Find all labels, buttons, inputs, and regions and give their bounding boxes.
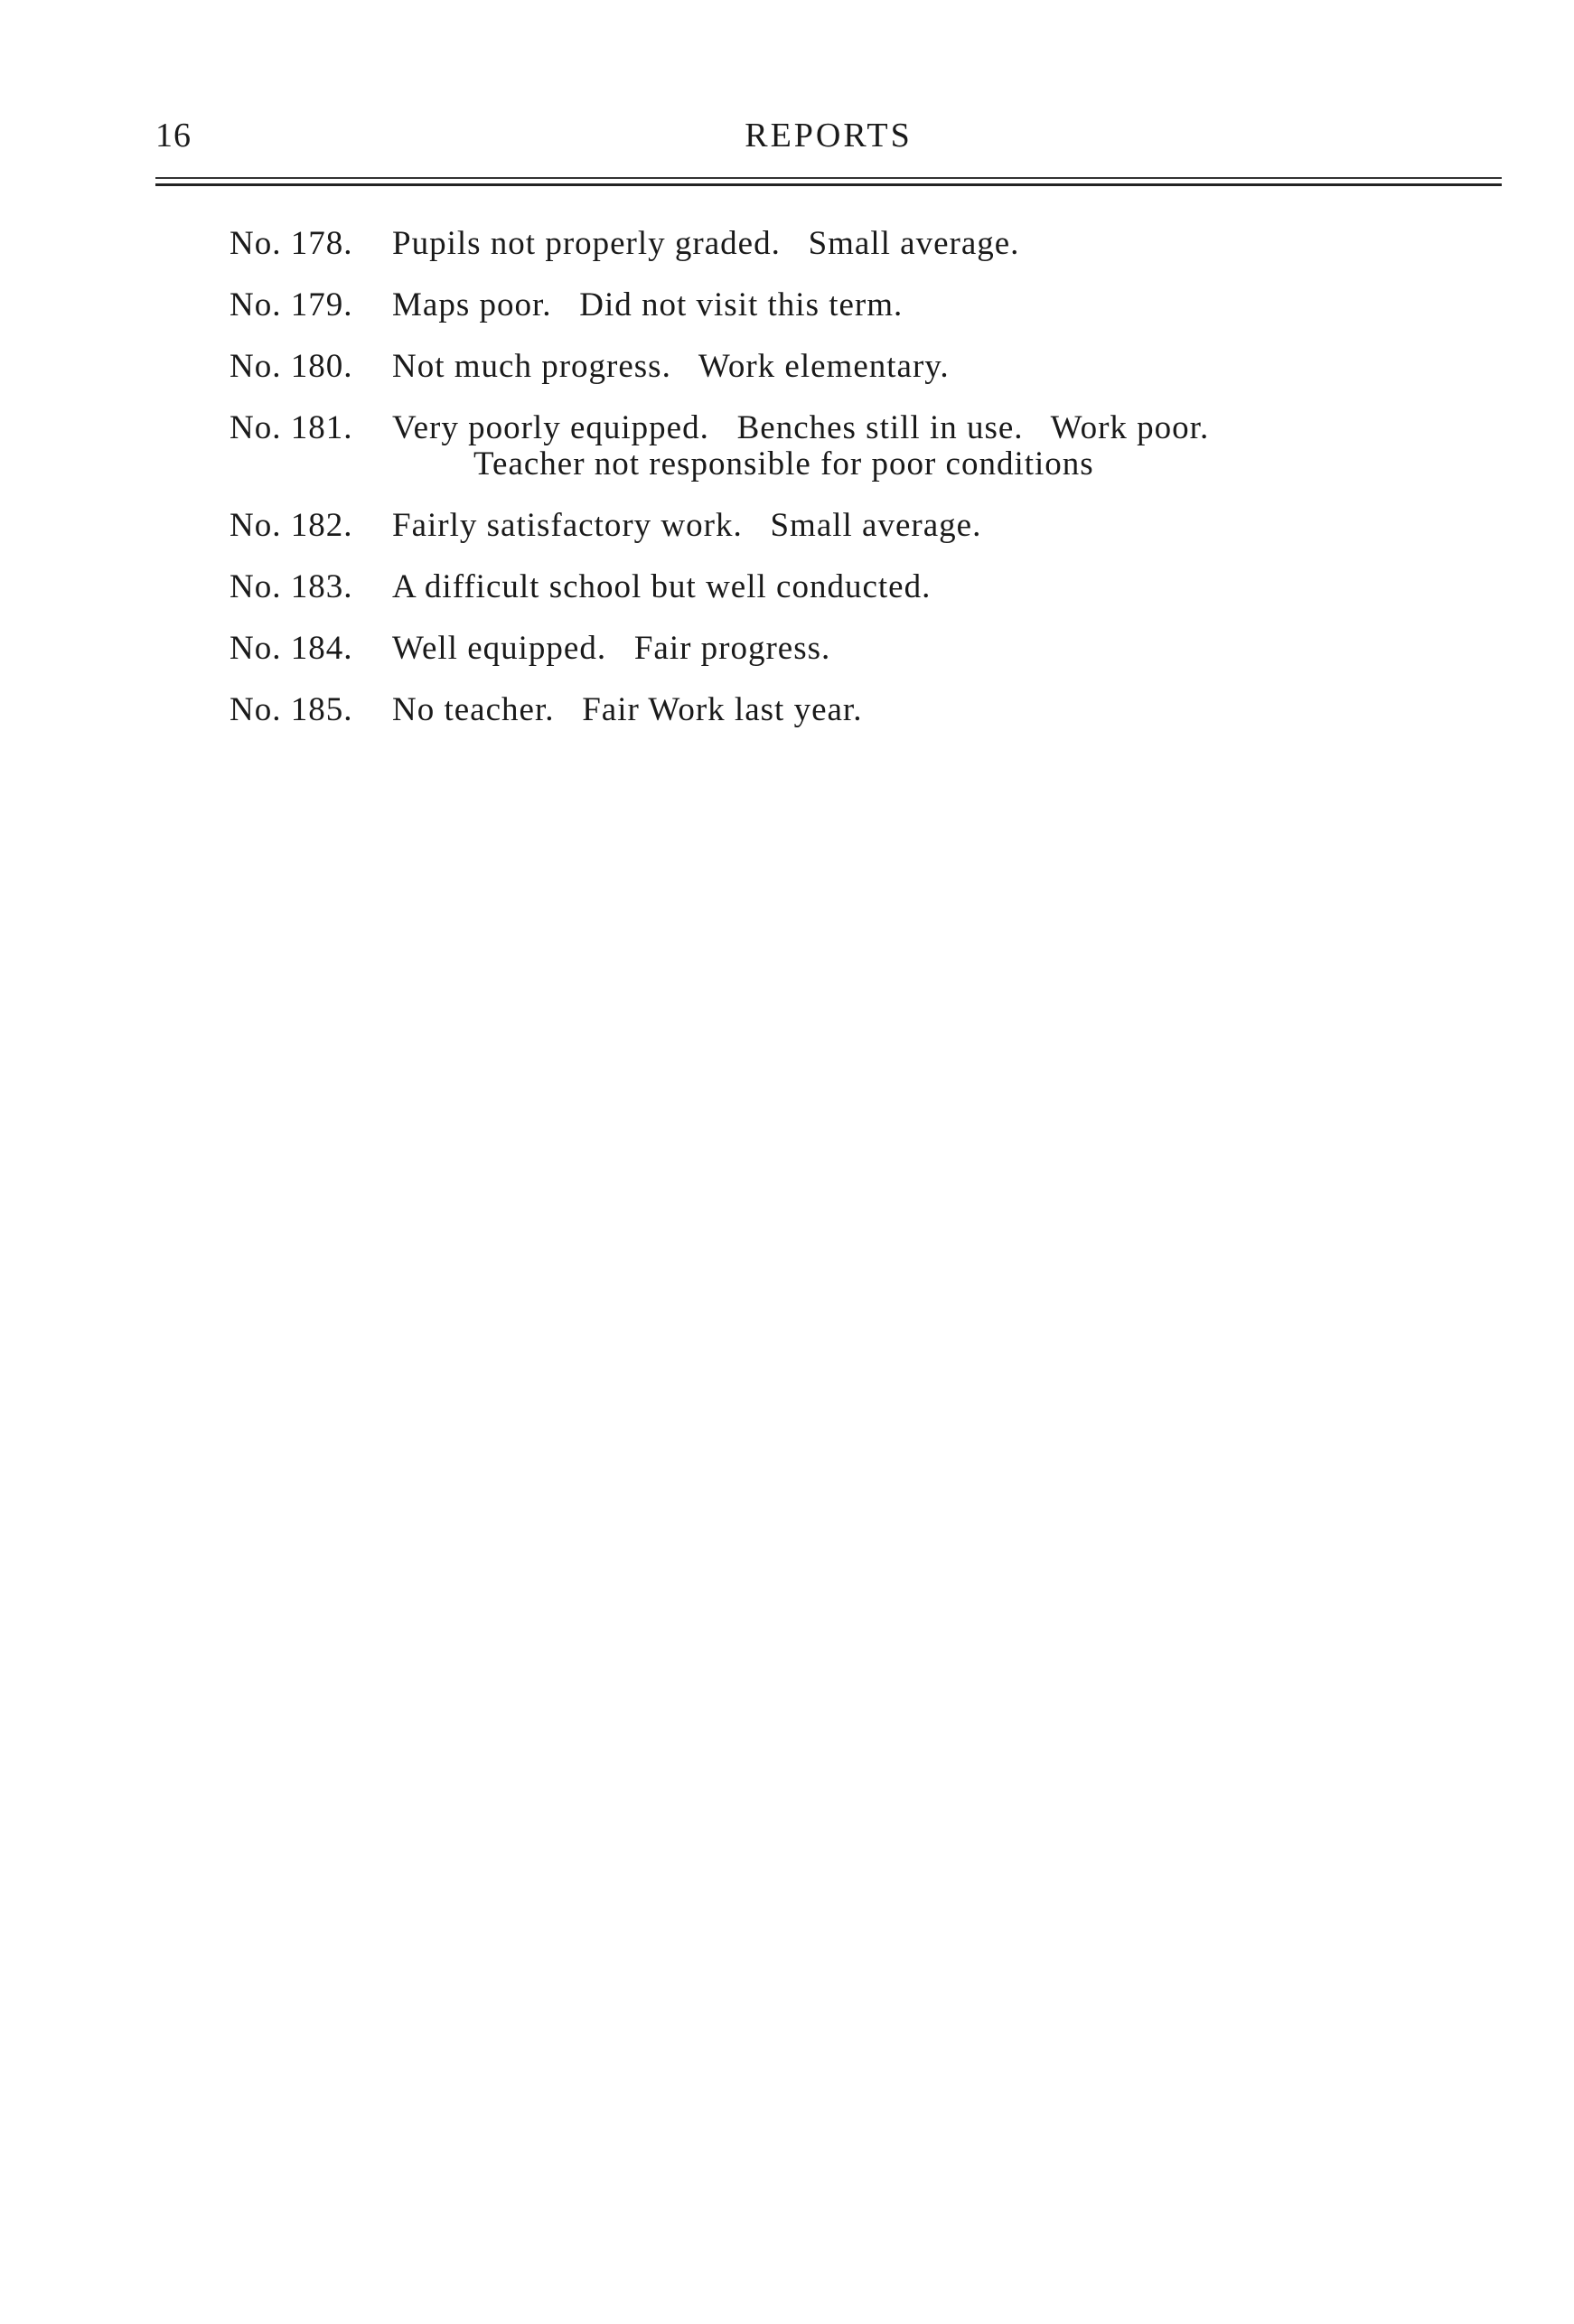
header-rule-thin <box>155 177 1502 179</box>
entry-text: Fairly satisfactory work. Small average. <box>392 507 982 544</box>
entry-number: No. 184. <box>230 630 353 667</box>
entry-number: No. 181. <box>230 409 353 446</box>
report-entry <box>230 629 1458 669</box>
report-entries <box>230 224 1458 752</box>
page-number: 16 <box>155 117 192 155</box>
entry-number: No. 182. <box>230 507 353 544</box>
entry-text: Not much progress. Work elementary. <box>392 348 950 385</box>
entry-continuation-text: Teacher not responsible for poor conditions <box>473 445 1094 483</box>
header-rule-thick <box>155 183 1502 186</box>
entry-number: No. 180. <box>230 348 353 385</box>
report-entry <box>230 506 1458 546</box>
report-entry <box>230 567 1458 607</box>
report-entry <box>230 286 1458 325</box>
entry-number: No. 179. <box>230 286 353 323</box>
entry-text: Pupils not properly graded. Small average. <box>392 225 1020 262</box>
report-entry <box>230 224 1458 264</box>
running-head: REPORTS <box>745 117 913 155</box>
entry-text: No teacher. Fair Work last year. <box>392 691 863 728</box>
page-header <box>155 116 1502 170</box>
entry-text: Maps poor. Did not visit this term. <box>392 286 904 323</box>
report-entry <box>230 347 1458 387</box>
entry-text: A difficult school but well conducted. <box>392 568 932 605</box>
report-entry <box>230 690 1458 730</box>
entry-number: No. 183. <box>230 568 353 605</box>
entry-number: No. 178. <box>230 225 353 262</box>
report-entry <box>230 408 1458 484</box>
entry-text: Well equipped. Fair progress. <box>392 630 831 667</box>
entry-number: No. 185. <box>230 691 353 728</box>
entry-text: Very poorly equipped. Benches still in use. Work poor. <box>392 409 1210 446</box>
